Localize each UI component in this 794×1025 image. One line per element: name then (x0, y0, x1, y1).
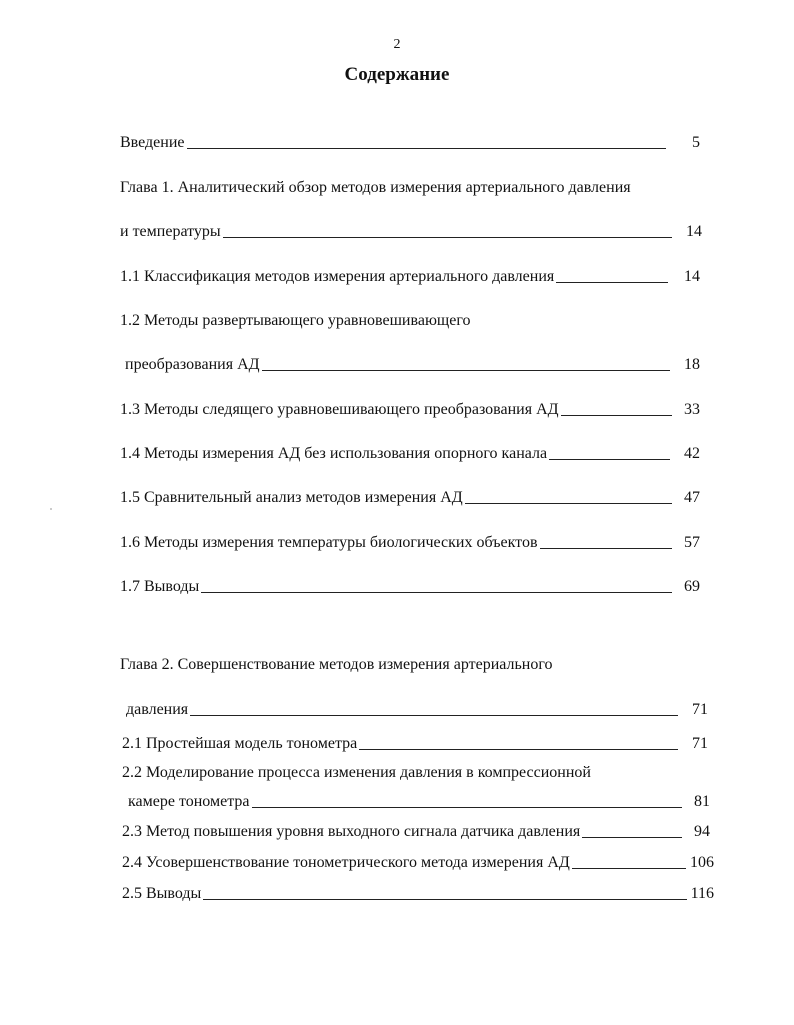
leader-line (465, 503, 672, 504)
toc-entry-label: 2.4 Усовершенствование тонометрического метода измерения АД (122, 854, 570, 871)
leader-line (190, 715, 678, 716)
toc-entry-label: 2.3 Метод повышения уровня выходного сигнала датчика давления (122, 823, 581, 840)
page-title: Содержание (344, 64, 450, 85)
toc-entry-page: 94 (694, 823, 710, 840)
toc-entry-page: 106 (690, 854, 714, 871)
leader-line (252, 807, 682, 808)
toc-entry-label: камере тонометра (128, 793, 250, 810)
toc-entry-2-4 (122, 853, 714, 873)
toc-entry-intro (120, 133, 700, 153)
toc-entry-2-2 (128, 792, 710, 812)
toc-entry-label: 1.4 Методы измерения АД без использования опорного канала (120, 445, 548, 462)
toc-entry-label: 1.5 Сравнительный анализ методов измерения АД (120, 489, 463, 506)
toc-entry-page: 33 (684, 401, 700, 418)
toc-entry-chapter-2 (126, 700, 708, 720)
toc-entry-label: и температуры (120, 223, 221, 240)
toc-entry-2-3 (122, 822, 710, 842)
leader-line (262, 370, 670, 371)
leader-line (359, 749, 678, 750)
toc-entry-page: 14 (684, 268, 700, 285)
toc-entry-1-6 (120, 533, 700, 553)
toc-entry-label: 1.7 Выводы (120, 578, 200, 595)
toc-entry-1-7 (120, 577, 700, 597)
toc-entry-chapter-1 (120, 222, 702, 242)
toc-entry-page: 71 (692, 701, 708, 718)
toc-chapter-1-heading: Глава 1. Аналитический обзор методов измерения артериального давления (120, 179, 631, 196)
page-number: 2 (393, 37, 401, 52)
toc-entry-1-5 (120, 488, 700, 508)
toc-entry-page: 71 (692, 735, 708, 752)
leader-line (582, 837, 682, 838)
toc-entry-label: преобразования АД (125, 356, 260, 373)
toc-entry-label: 1.3 Методы следящего уравновешивающего преобразования АД (120, 401, 559, 418)
leader-line (187, 148, 667, 149)
toc-entry-1-2-heading: 1.2 Методы развертывающего уравновешивающего (120, 312, 471, 329)
toc-entry-page: 57 (684, 534, 700, 551)
toc-entry-page: 42 (684, 445, 700, 462)
leader-line (556, 282, 668, 283)
toc-entry-label: 2.5 Выводы (122, 885, 202, 902)
leader-line (540, 548, 673, 549)
leader-line (561, 415, 672, 416)
toc-entry-page: 14 (686, 223, 702, 240)
toc-entry-1-2 (125, 355, 700, 375)
toc-entry-label: Введение (120, 134, 185, 151)
toc-entry-1-3 (120, 400, 700, 420)
toc-entry-1-4 (120, 444, 700, 464)
leader-line (572, 868, 686, 869)
toc-entry-label: 1.6 Методы измерения температуры биологических объектов (120, 534, 538, 551)
toc-entry-page: 81 (694, 793, 710, 810)
leader-line (223, 237, 672, 238)
toc-entry-page: 116 (690, 885, 714, 902)
toc-entry-label: 1.1 Классификация методов измерения артериального давления (120, 268, 555, 285)
toc-entry-page: 5 (692, 134, 700, 151)
toc-entry-2-1 (122, 734, 708, 754)
toc-entry-page: 18 (684, 356, 700, 373)
toc-entry-2-2-heading: 2.2 Моделирование процесса изменения давления в компрессионной (122, 764, 591, 781)
leader-line (201, 592, 672, 593)
leader-line (549, 459, 670, 460)
toc-entry-2-5 (122, 884, 714, 904)
scan-speck (50, 508, 52, 510)
toc-entry-label: давления (126, 701, 189, 718)
toc-entry-1-1 (120, 267, 700, 287)
leader-line (203, 899, 686, 900)
toc-entry-label: 2.1 Простейшая модель тонометра (122, 735, 358, 752)
toc-chapter-2-heading: Глава 2. Совершенствование методов измерения артериального (120, 656, 553, 673)
toc-entry-page: 69 (684, 578, 700, 595)
toc-entry-page: 47 (684, 489, 700, 506)
